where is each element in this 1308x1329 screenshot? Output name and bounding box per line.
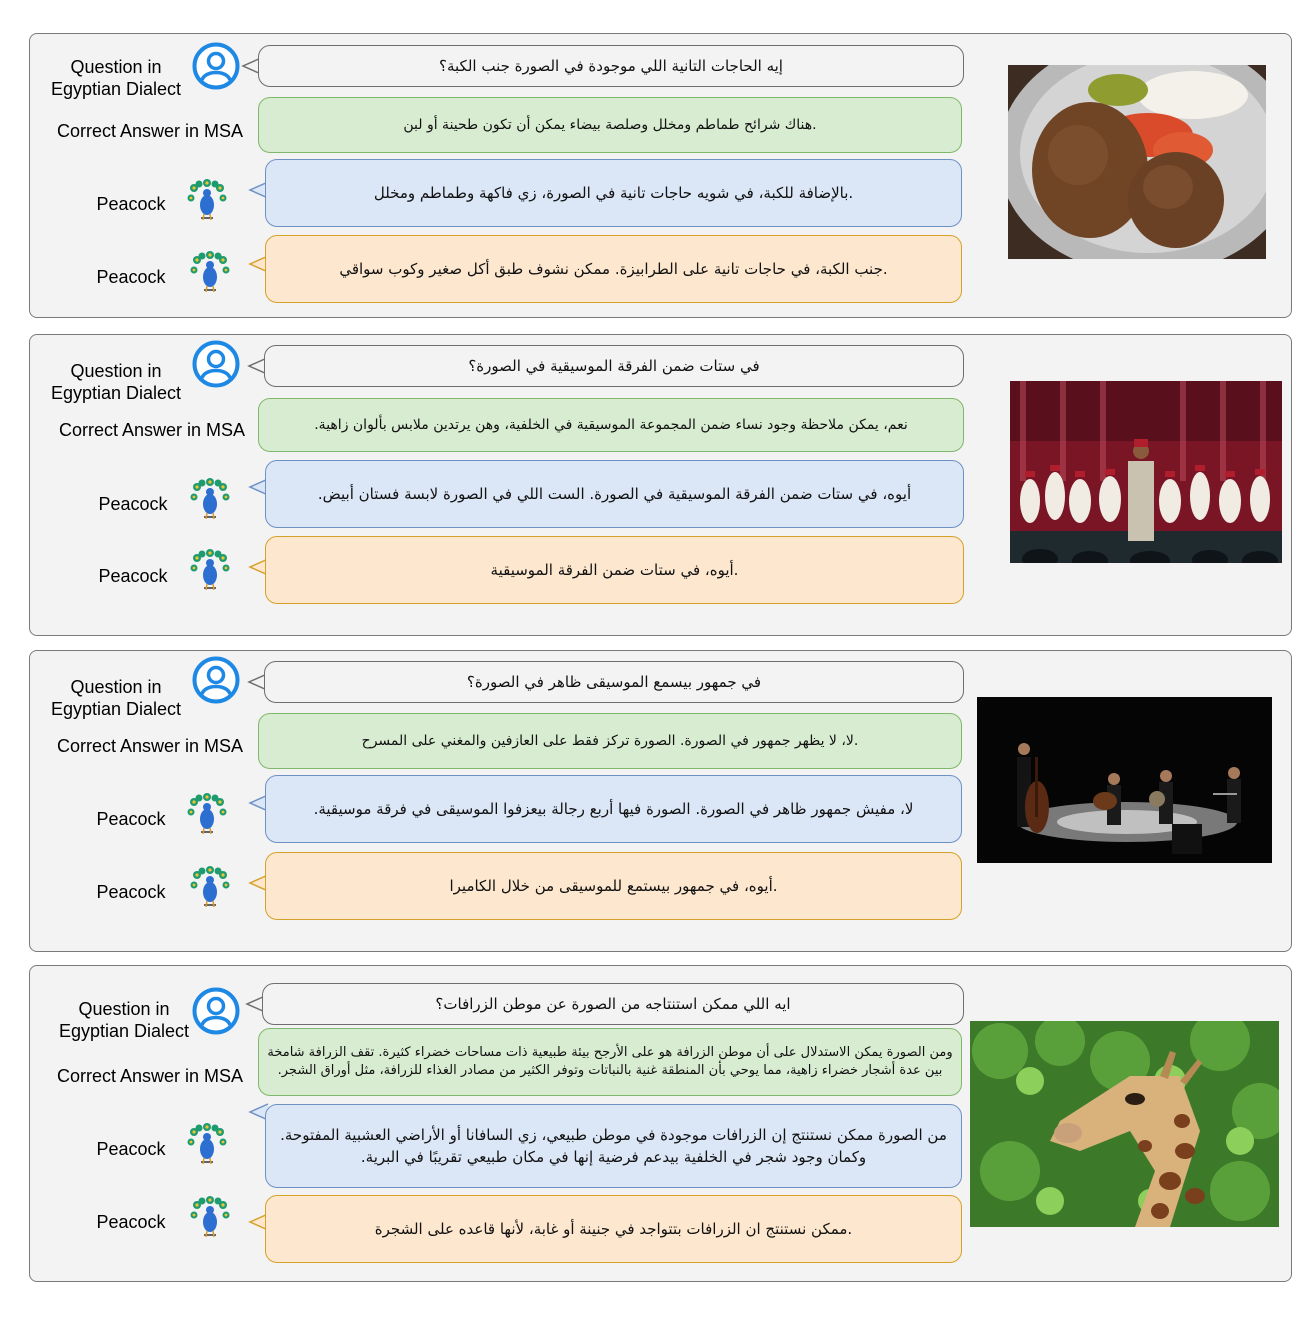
question-label: Question in Egyptian Dialect (50, 677, 182, 719)
peacock-icon (187, 792, 227, 838)
correct-answer-bubble (258, 1028, 962, 1096)
example-panel-2 (29, 334, 1292, 636)
user-icon (192, 656, 240, 704)
question-bubble (258, 45, 964, 87)
peacock-icon (190, 548, 230, 594)
model-label: Peacock (96, 1139, 166, 1159)
peacock-response-2-text: .أيوه، في ستات ضمن الفرقة الموسيقية (490, 561, 739, 579)
correct-answer-text: ومن الصورة يمكن الاستدلال على أن موطن الزرافة هو على الأرجح بيئة طبيعية ذات مساحات خضراء كثيرة. تقف الزرافة شامخة بين عدة أشجار خضراء زاهية، مما يوحي بأن المنطقة غنية بالنباتات وتوفر الكثير من مصادر الغذاء للزرافة، مثل أوراق الشجر. (267, 1045, 953, 1078)
question-label: Question in Egyptian Dialect (50, 361, 182, 403)
peacock-response-2-text: .ممكن نستنتج ان الزرافات بتتواجد في جنينة أو غابة، لأنها قاعده على الشجرة (374, 1220, 853, 1238)
peacock-response-1-bubble (265, 460, 964, 528)
model-label: Peacock (98, 566, 168, 586)
user-icon (192, 42, 240, 90)
answer-label: Correct Answer in MSA (58, 420, 246, 440)
question-bubble (264, 345, 964, 387)
peacock-response-1-text: .بالإضافة للكبة، في شويه حاجات تانية في الصورة، زي فاكهة وطماطم ومخلل (373, 184, 854, 202)
question-label: Question in Egyptian Dialect (58, 999, 190, 1041)
peacock-response-1-text: أيوه، في ستات ضمن الفرقة الموسيقية في الصورة. الست اللي في الصورة لابسة فستان أبيض. (317, 485, 912, 503)
answer-label: Correct Answer in MSA (56, 736, 244, 756)
peacock-response-2-bubble (265, 852, 962, 920)
question-text: ايه اللي ممكن استنتاجه من الصورة عن موطن الزرافات؟ (435, 995, 791, 1013)
question-text: إيه الحاجات التانية اللي موجودة في الصورة جنب الكبة؟ (439, 57, 783, 75)
question-label: Question in Egyptian Dialect (50, 57, 182, 99)
example-panel-1 (29, 33, 1292, 318)
model-label: Peacock (96, 194, 166, 214)
user-icon (192, 987, 240, 1035)
correct-answer-text: .لا، لا يظهر جمهور في الصورة. الصورة تركز فقط على العازفين والمغني على المسرح (361, 733, 859, 749)
correct-answer-bubble (258, 97, 962, 153)
user-icon (192, 340, 240, 388)
peacock-response-2-bubble (265, 1195, 962, 1263)
peacock-response-1-text: من الصورة ممكن نستنتج إن الزرافات موجودة في موطن طبيعي، زي السافانا أو الأراضي العشبية المفتوحة. وكمان وجود شجر في الخلفية بيدعم فرضية إنها في مكان طبيعي تقريبًا في البرية. (280, 1126, 947, 1166)
peacock-response-2-text: .أيوه، في جمهور بيستمع للموسيقى من خلال الكاميرا (449, 877, 778, 895)
correct-answer-text: .هناك شرائح طماطم ومخلل وصلصة بيضاء يمكن أن تكون طحينة أو لبن (403, 117, 817, 133)
question-text: في جمهور بيسمع الموسيقى ظاهر في الصورة؟ (466, 673, 762, 691)
music-ensemble-stage-photo (1010, 381, 1282, 563)
question-bubble (264, 661, 964, 703)
example-panel-3 (29, 650, 1292, 952)
model-label: Peacock (96, 809, 166, 829)
peacock-response-1-bubble (265, 1104, 962, 1188)
peacock-response-2-text: .جنب الكبة، في حاجات تانية على الطرابيزة. ممكن نشوف طبق أكل صغير وكوب سواقي (339, 260, 888, 278)
question-text: في ستات ضمن الفرقة الموسيقية في الصورة؟ (468, 357, 760, 375)
peacock-response-1-bubble (265, 159, 962, 227)
peacock-response-1-text: لا، مفيش جمهور ظاهر في الصورة. الصورة فيها أربع رجالة بيعزفوا الموسيقى في فرقة موسيقية. (313, 800, 914, 818)
model-label: Peacock (96, 1212, 166, 1232)
model-label: Peacock (96, 267, 166, 287)
example-panel-4 (29, 965, 1292, 1282)
peacock-icon (190, 250, 230, 296)
model-label: Peacock (98, 494, 168, 514)
peacock-icon (190, 865, 230, 911)
correct-answer-bubble (258, 713, 962, 769)
answer-label: Correct Answer in MSA (56, 121, 244, 141)
four-musicians-dark-stage-photo (977, 697, 1272, 863)
model-label: Peacock (96, 882, 166, 902)
correct-answer-text: نعم، يمكن ملاحظة وجود نساء ضمن المجموعة الموسيقية في الخلفية، وهن يرتدين ملابس بألوان زاهية. (314, 417, 908, 433)
peacock-icon (187, 178, 227, 224)
question-bubble (262, 983, 964, 1025)
peacock-icon (187, 1122, 227, 1168)
peacock-icon (190, 477, 230, 523)
giraffe-among-trees-photo (970, 1021, 1279, 1227)
kibbeh-plate-photo (1008, 65, 1266, 259)
peacock-icon (190, 1195, 230, 1241)
correct-answer-bubble (258, 398, 964, 452)
peacock-response-2-bubble (265, 536, 964, 604)
peacock-response-1-bubble (265, 775, 962, 843)
peacock-response-2-bubble (265, 235, 962, 303)
answer-label: Correct Answer in MSA (56, 1066, 244, 1086)
